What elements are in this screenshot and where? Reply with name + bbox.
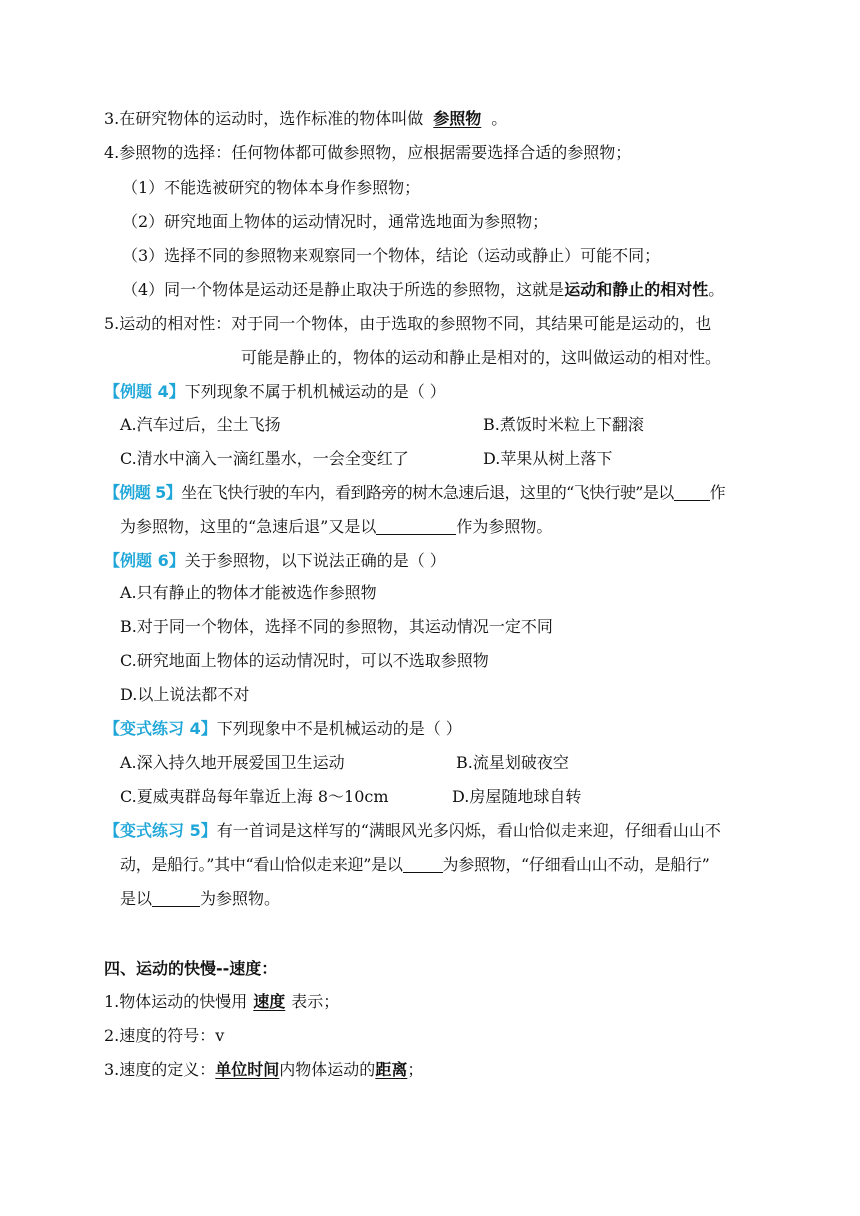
- variant-5-tag: 【变式练习 5】: [104, 821, 217, 840]
- variant-5-line3-end: 为参照物。: [200, 889, 281, 908]
- example-5-line2: [120, 516, 552, 538]
- variant-4-tag: 【变式练习 4】: [104, 719, 217, 738]
- item-5-line1: 5.运动的相对性：对于同一个物体，由于选取的参照物不同，其结果可能是运动的，也: [104, 314, 712, 333]
- item-3-text: 3.在研究物体的运动时，选作标准的物体叫做: [104, 109, 424, 128]
- speed-item-2: 2.速度的符号：v: [104, 1026, 225, 1045]
- example-5-line2-text: 为参照物，这里的“急速后退”又是以: [120, 517, 377, 536]
- example-4-option-a: A.汽车过后，尘土飞扬: [120, 415, 281, 434]
- example-6-option-b: B.对于同一个物体，选择不同的参照物，其运动情况一定不同: [120, 617, 553, 636]
- answer-blank-4[interactable]: [152, 890, 200, 907]
- speed-item-1: [104, 991, 339, 1013]
- example-4: [104, 381, 446, 403]
- example-5-line2-end: 作为参照物。: [456, 517, 553, 536]
- example-6-tag: 【例题 6】: [104, 551, 185, 570]
- variant-5-line3: [120, 888, 280, 910]
- example-5-line1: [104, 482, 725, 504]
- variant-4-option-d: D.房屋随地球自转: [452, 787, 582, 806]
- item-4-4-text: （4）同一个物体是运动还是静止取决于所选的参照物，这就是: [122, 280, 565, 299]
- example-5-line1-end: 作: [709, 483, 726, 502]
- example-4-tag: 【例题 4】: [104, 382, 185, 401]
- speed-item-3-end: ；: [407, 1060, 424, 1079]
- variant-5-line2: [120, 854, 710, 876]
- section-4-title: 四、运动的快慢--速度：: [104, 959, 278, 978]
- variant-5-line1: [104, 820, 721, 842]
- answer-speed: 速度: [253, 992, 286, 1011]
- example-5-tag: 【例题 5】: [104, 483, 182, 502]
- variant-5-line3-text: 是以: [120, 889, 153, 908]
- item-4-2: （2）研究地面上物体的运动情况时，通常选地面为参照物；: [122, 212, 549, 231]
- variant-5-line2-end: 为参照物，“仔细看山山不动，是船行”: [442, 855, 710, 874]
- example-4-option-d: D.苹果从树上落下: [483, 449, 613, 468]
- variant-4-option-b: B.流星划破夜空: [456, 753, 569, 772]
- example-6-option-c: C.研究地面上物体的运动情况时，可以不选取参照物: [120, 651, 489, 670]
- item-4-3: （3）选择不同的参照物来观察同一个物体，结论（运动或静止）可能不同；: [122, 246, 661, 265]
- variant-4-question: 下列现象中不是机械运动的是（ ）: [216, 719, 462, 738]
- example-6-question: 关于参照物，以下说法正确的是（ ）: [184, 551, 446, 570]
- example-4-option-b: B.煮饭时米粒上下翻滚: [483, 415, 644, 434]
- variant-4-option-a: A.深入持久地开展爱国卫生运动: [120, 753, 345, 772]
- speed-item-3-mid: 内物体运动的: [279, 1060, 376, 1079]
- relativity-term: 运动和静止的相对性: [564, 280, 709, 299]
- item-5-line2: 可能是静止的，物体的运动和静止是相对的，这叫做运动的相对性。: [241, 348, 722, 367]
- item-4-4: [122, 279, 724, 301]
- item-3: [104, 108, 507, 130]
- speed-item-3-text: 3.速度的定义：: [104, 1060, 216, 1079]
- answer-reference-object: 参照物: [433, 109, 482, 128]
- variant-4-option-c: C.夏威夷群岛每年靠近上海 8～10cm: [120, 787, 389, 806]
- term-unit-time: 单位时间: [215, 1060, 280, 1079]
- example-6-option-d: D.以上说法都不对: [120, 685, 250, 704]
- variant-5-line2-text: 动，是船行。”其中“看山恰似走来迎”是以: [120, 855, 403, 874]
- variant-5-question: 有一首词是这样写的“满眼风光多闪烁，看山恰似走来迎，仔细看山山不: [216, 821, 721, 840]
- item-4-4-end: 。: [708, 280, 725, 299]
- speed-item-1-text: 1.物体运动的快慢用: [104, 992, 248, 1011]
- example-4-question: 下列现象不属于机机械运动的是（ ）: [184, 382, 446, 401]
- example-6-option-a: A.只有静止的物体才能被选作参照物: [120, 583, 377, 602]
- example-5-question: 坐在飞快行驶的车内，看到路旁的树木急速后退，这里的“飞快行驶”是以: [181, 483, 674, 502]
- item-3-end: 。: [491, 109, 508, 128]
- item-4: 4.参照物的选择：任何物体都可做参照物，应根据需要选择合适的参照物；: [104, 143, 632, 162]
- example-4-option-c: C.清水中滴入一滴红墨水，一会全变红了: [120, 449, 409, 468]
- answer-blank-3[interactable]: [403, 856, 443, 873]
- speed-item-1-end: 表示；: [291, 992, 340, 1011]
- term-distance: 距离: [375, 1060, 408, 1079]
- answer-blank-2[interactable]: [376, 518, 456, 535]
- variant-4: [104, 718, 462, 740]
- speed-item-3: [104, 1059, 423, 1081]
- example-6: [104, 550, 446, 572]
- answer-blank-1[interactable]: [674, 484, 710, 501]
- item-4-1: （1）不能选被研究的物体本身作参照物；: [122, 178, 421, 197]
